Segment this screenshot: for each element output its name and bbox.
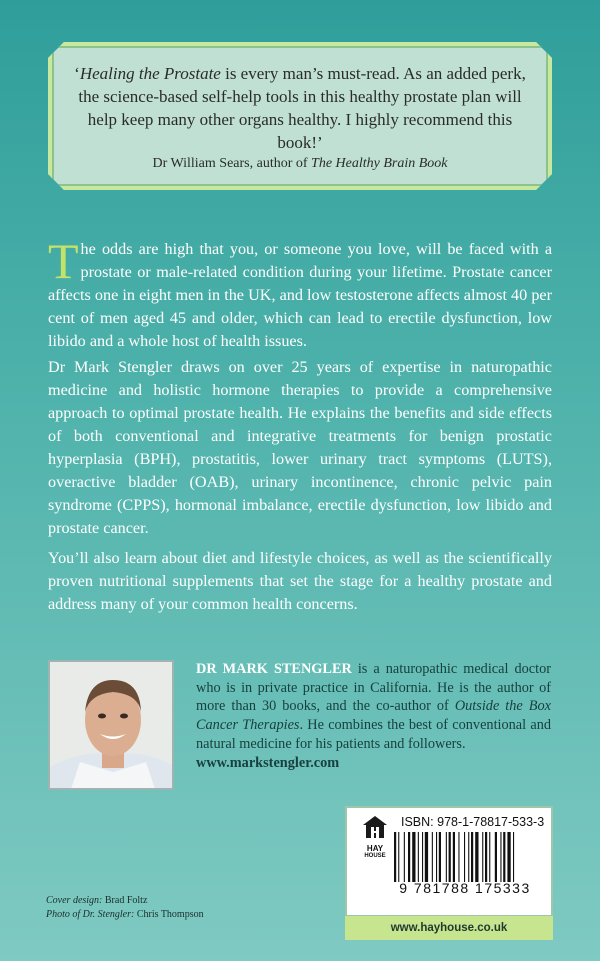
credits <box>46 894 204 922</box>
barcode-bar <box>453 832 455 882</box>
barcode-bar <box>432 832 433 882</box>
quote-attribution <box>70 156 530 172</box>
bio-text-1: is a naturopathic medical doctor who is in private practice in California. He is the author of more than 30 books, and the co-author of <box>196 661 551 715</box>
barcode-bar <box>471 832 473 882</box>
attribution-book: The Healthy Brain Book <box>311 156 448 171</box>
barcode-bar <box>412 832 415 882</box>
publisher-website[interactable]: www.hayhouse.co.uk <box>345 916 553 940</box>
endorsement-quote <box>70 62 530 154</box>
cover-credit <box>46 894 204 908</box>
barcode-bar <box>422 832 423 882</box>
photo-credit-label: Photo of Dr. Stengler: <box>46 909 135 920</box>
cover-credit-value: Brad Foltz <box>102 895 148 906</box>
barcode-bar <box>418 832 419 882</box>
paragraph-2-text: Dr Mark Stengler draws on over 25 years of expertise in naturopathic medicine and holistic hormone therapies to provide a comprehensive approach to optimal prostate health. He explains the benefits and side effects of both conventional and integrative treatments for benign prostatic hyperplasia (BPH), prostatitis, lower urinary tract symptoms (LUTS), overactive bladder (OAB), urinary incontinence, chronic pelvic pain syndrome (CPPS), hormonal imbalance, erectile dysfunction, low libido and prostate cancer. <box>48 358 552 537</box>
barcode-bar <box>404 832 405 882</box>
quote-body: is every man’s must-read. As an added perk, the science-based self-help tools in this healthy prostate plan will help keep many other organs healthy. I highly recommend this book!’ <box>78 64 526 152</box>
barcode-bar <box>513 832 514 882</box>
barcode-bar <box>500 832 501 882</box>
paragraph-3-text: You’ll also learn about diet and lifestyle choices, as well as the scientifically proven nutritional supplements that set the stage for a healthy prostate and address many of your common health concerns. <box>48 549 552 613</box>
barcode-bar <box>507 832 510 882</box>
barcode-bar <box>468 832 469 882</box>
photo-credit-value: Chris Thompson <box>134 909 204 920</box>
barcode-bar <box>458 832 459 882</box>
barcode-bar <box>489 832 490 882</box>
paragraph-3 <box>48 547 552 616</box>
author-bio <box>196 660 551 772</box>
house-icon <box>362 815 388 839</box>
barcode-bar <box>475 832 478 882</box>
barcode-bar <box>503 832 505 882</box>
publisher-name-line2: HOUSE <box>364 853 386 859</box>
paragraph-1 <box>48 233 552 353</box>
bio-text-2: . He combines the best of conventional and natural medicine for his patients and followers. <box>196 717 551 752</box>
author-website[interactable]: www.markstengler.com <box>196 754 340 771</box>
barcode-bar <box>436 832 437 882</box>
paragraph-2 <box>48 356 552 540</box>
barcode-bar <box>439 832 441 882</box>
barcode-bar <box>449 832 451 882</box>
paragraph-1-text: he odds are high that you, or someone you love, will be faced with a prostate or male-related condition during your lifetime. Prostate cancer affects one in eight men in the UK, and low testosterone affects almost 40 per cent of men aged 45 and older, which can lead to erectile dysfunction, low libido and a whole host of health issues. <box>48 240 552 350</box>
cover-credit-label: Cover design: <box>46 895 103 906</box>
author-photo <box>48 660 174 790</box>
barcode-bar <box>408 832 410 882</box>
bio-book: Outside the Box Cancer Therapies <box>196 698 551 734</box>
barcode-bar <box>495 832 497 882</box>
quote-open-mark: ‘ <box>74 64 80 83</box>
barcode-bar <box>425 832 428 882</box>
publisher-logo <box>357 815 393 860</box>
author-name: DR MARK STENGLER <box>196 661 352 677</box>
author-portrait-icon <box>50 662 174 790</box>
quote-book-title: Healing the Prostate <box>79 64 221 83</box>
attribution-prefix: Dr William Sears, author of <box>152 156 312 171</box>
barcode-bar <box>464 832 465 882</box>
barcode-bar <box>485 832 487 882</box>
isbn-label: ISBN: 978-1-78817-533-3 <box>401 815 545 829</box>
barcode-bar <box>482 832 483 882</box>
isbn-digits: 9 781788 175333 <box>399 880 531 896</box>
publisher-name-line1: HAY <box>366 844 384 853</box>
photo-credit <box>46 908 204 922</box>
drop-cap: T <box>48 233 79 289</box>
barcode-bar <box>394 832 396 882</box>
barcode <box>394 832 546 882</box>
barcode-bar <box>398 832 399 882</box>
barcode-bar <box>446 832 447 882</box>
